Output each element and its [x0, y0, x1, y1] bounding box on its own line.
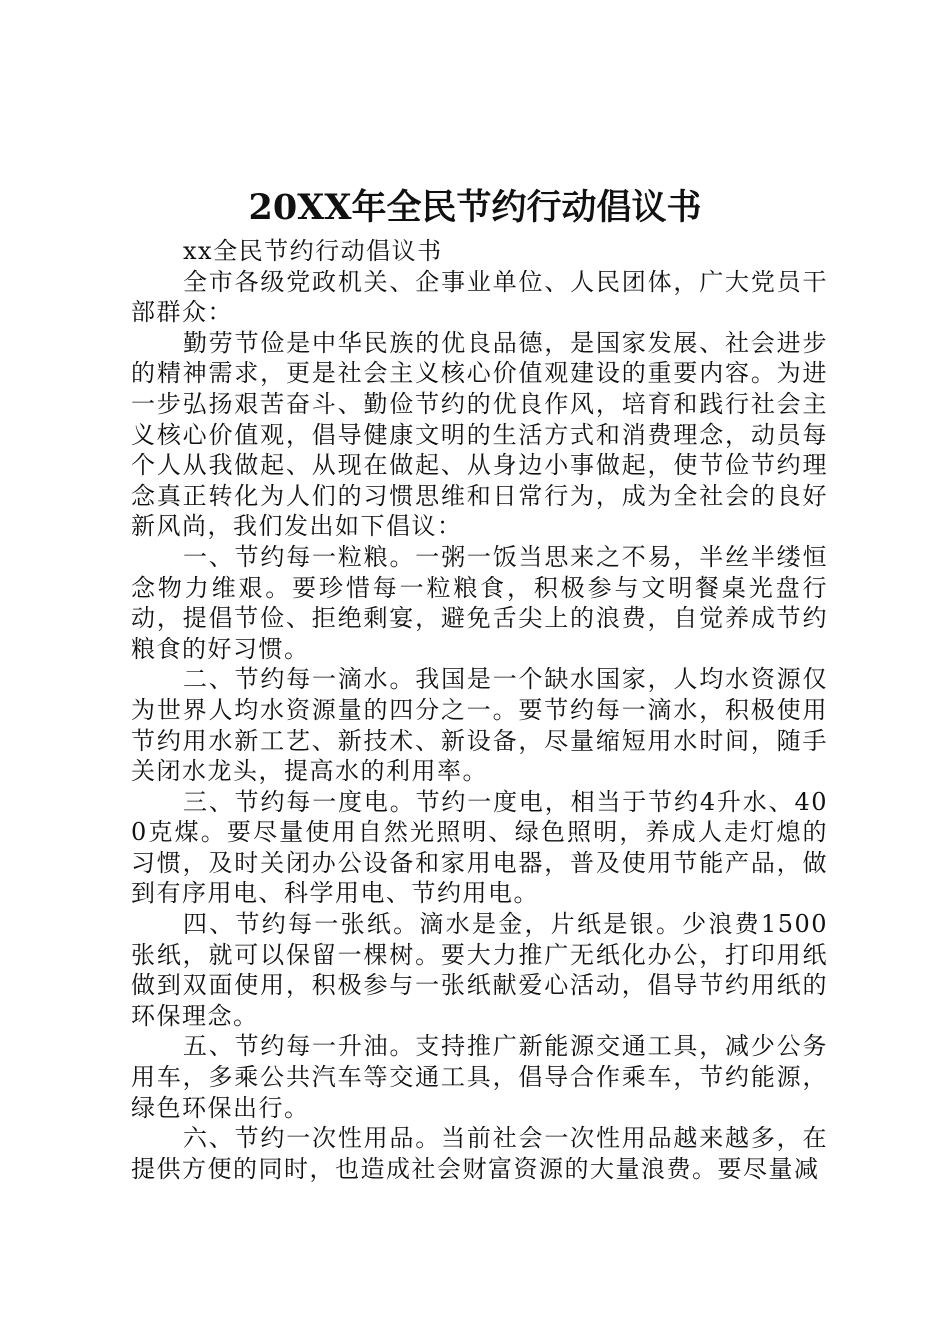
proposal-water: 二、节约每一滴水。我国是一个缺水国家，人均水资源仅为世界人均水资源量的四分之一。要节约每一滴水，积极使用节约用水新工艺、新技术、新设备，尽量缩短用水时间，随手关闭水龙头，提高水的利用率。 — [131, 665, 828, 786]
proposal-grain: 一、节约每一粒粮。一粥一饭当思来之不易，半丝半缕恒念物力维艰。要珍惜每一粒粮食，积极参与文明餐桌光盘行动，提倡节俭、拒绝剩宴，避免舌尖上的浪费，自觉养成节约粮食的好习惯。 — [131, 542, 828, 663]
proposal-paper: 四、节约每一张纸。滴水是金，片纸是银。少浪费1500张纸，就可以保留一棵树。要大力推广无纸化办公，打印用纸做到双面使用，积极参与一张纸献爱心活动，倡导节约用纸的环保理念。 — [131, 910, 828, 1030]
proposal-oil: 五、节约每一升油。支持推广新能源交通工具，减少公务用车，多乘公共汽车等交通工具，倡导合作乘车，节约能源，绿色环保出行。 — [131, 1032, 828, 1122]
document-title: 20XX年全民节约行动倡议书 — [248, 187, 702, 228]
intro-paragraph: 勤劳节俭是中华民族的优良品德，是国家发展、社会进步的精神需求，更是社会主义核心价值观建设的重要内容。为进一步弘扬艰苦奋斗、勤俭节约的优良作风，培育和践行社会主义核心价值观，倡导健康文明的生活方式和消费理念，动员每个人从我做起、从现在做起、从身边小事做起，使节俭节约理念真正转化为人们的习惯思维和日常行为，成为全社会的良好新风尚，我们发出如下倡议： — [131, 328, 828, 541]
document-body — [131, 236, 828, 1184]
document-subtitle: xx全民节约行动倡议书 — [183, 237, 443, 265]
proposal-disposables: 六、节约一次性用品。当前社会一次性用品越来越多，在提供方便的同时，也造成社会财富资源的大量浪费。要尽量减 — [131, 1124, 828, 1183]
salutation: 全市各级党政机关、企事业单位、人民团体，广大党员干部群众： — [131, 267, 828, 327]
proposal-electricity: 三、节约每一度电。节约一度电，相当于节约4升水、400克煤。要尽量使用自然光照明、绿色照明，养成人走灯熄的习惯，及时关闭办公设备和家用电器，普及使用节能产品，做到有序用电、科学用电、节约用电。 — [131, 787, 828, 908]
